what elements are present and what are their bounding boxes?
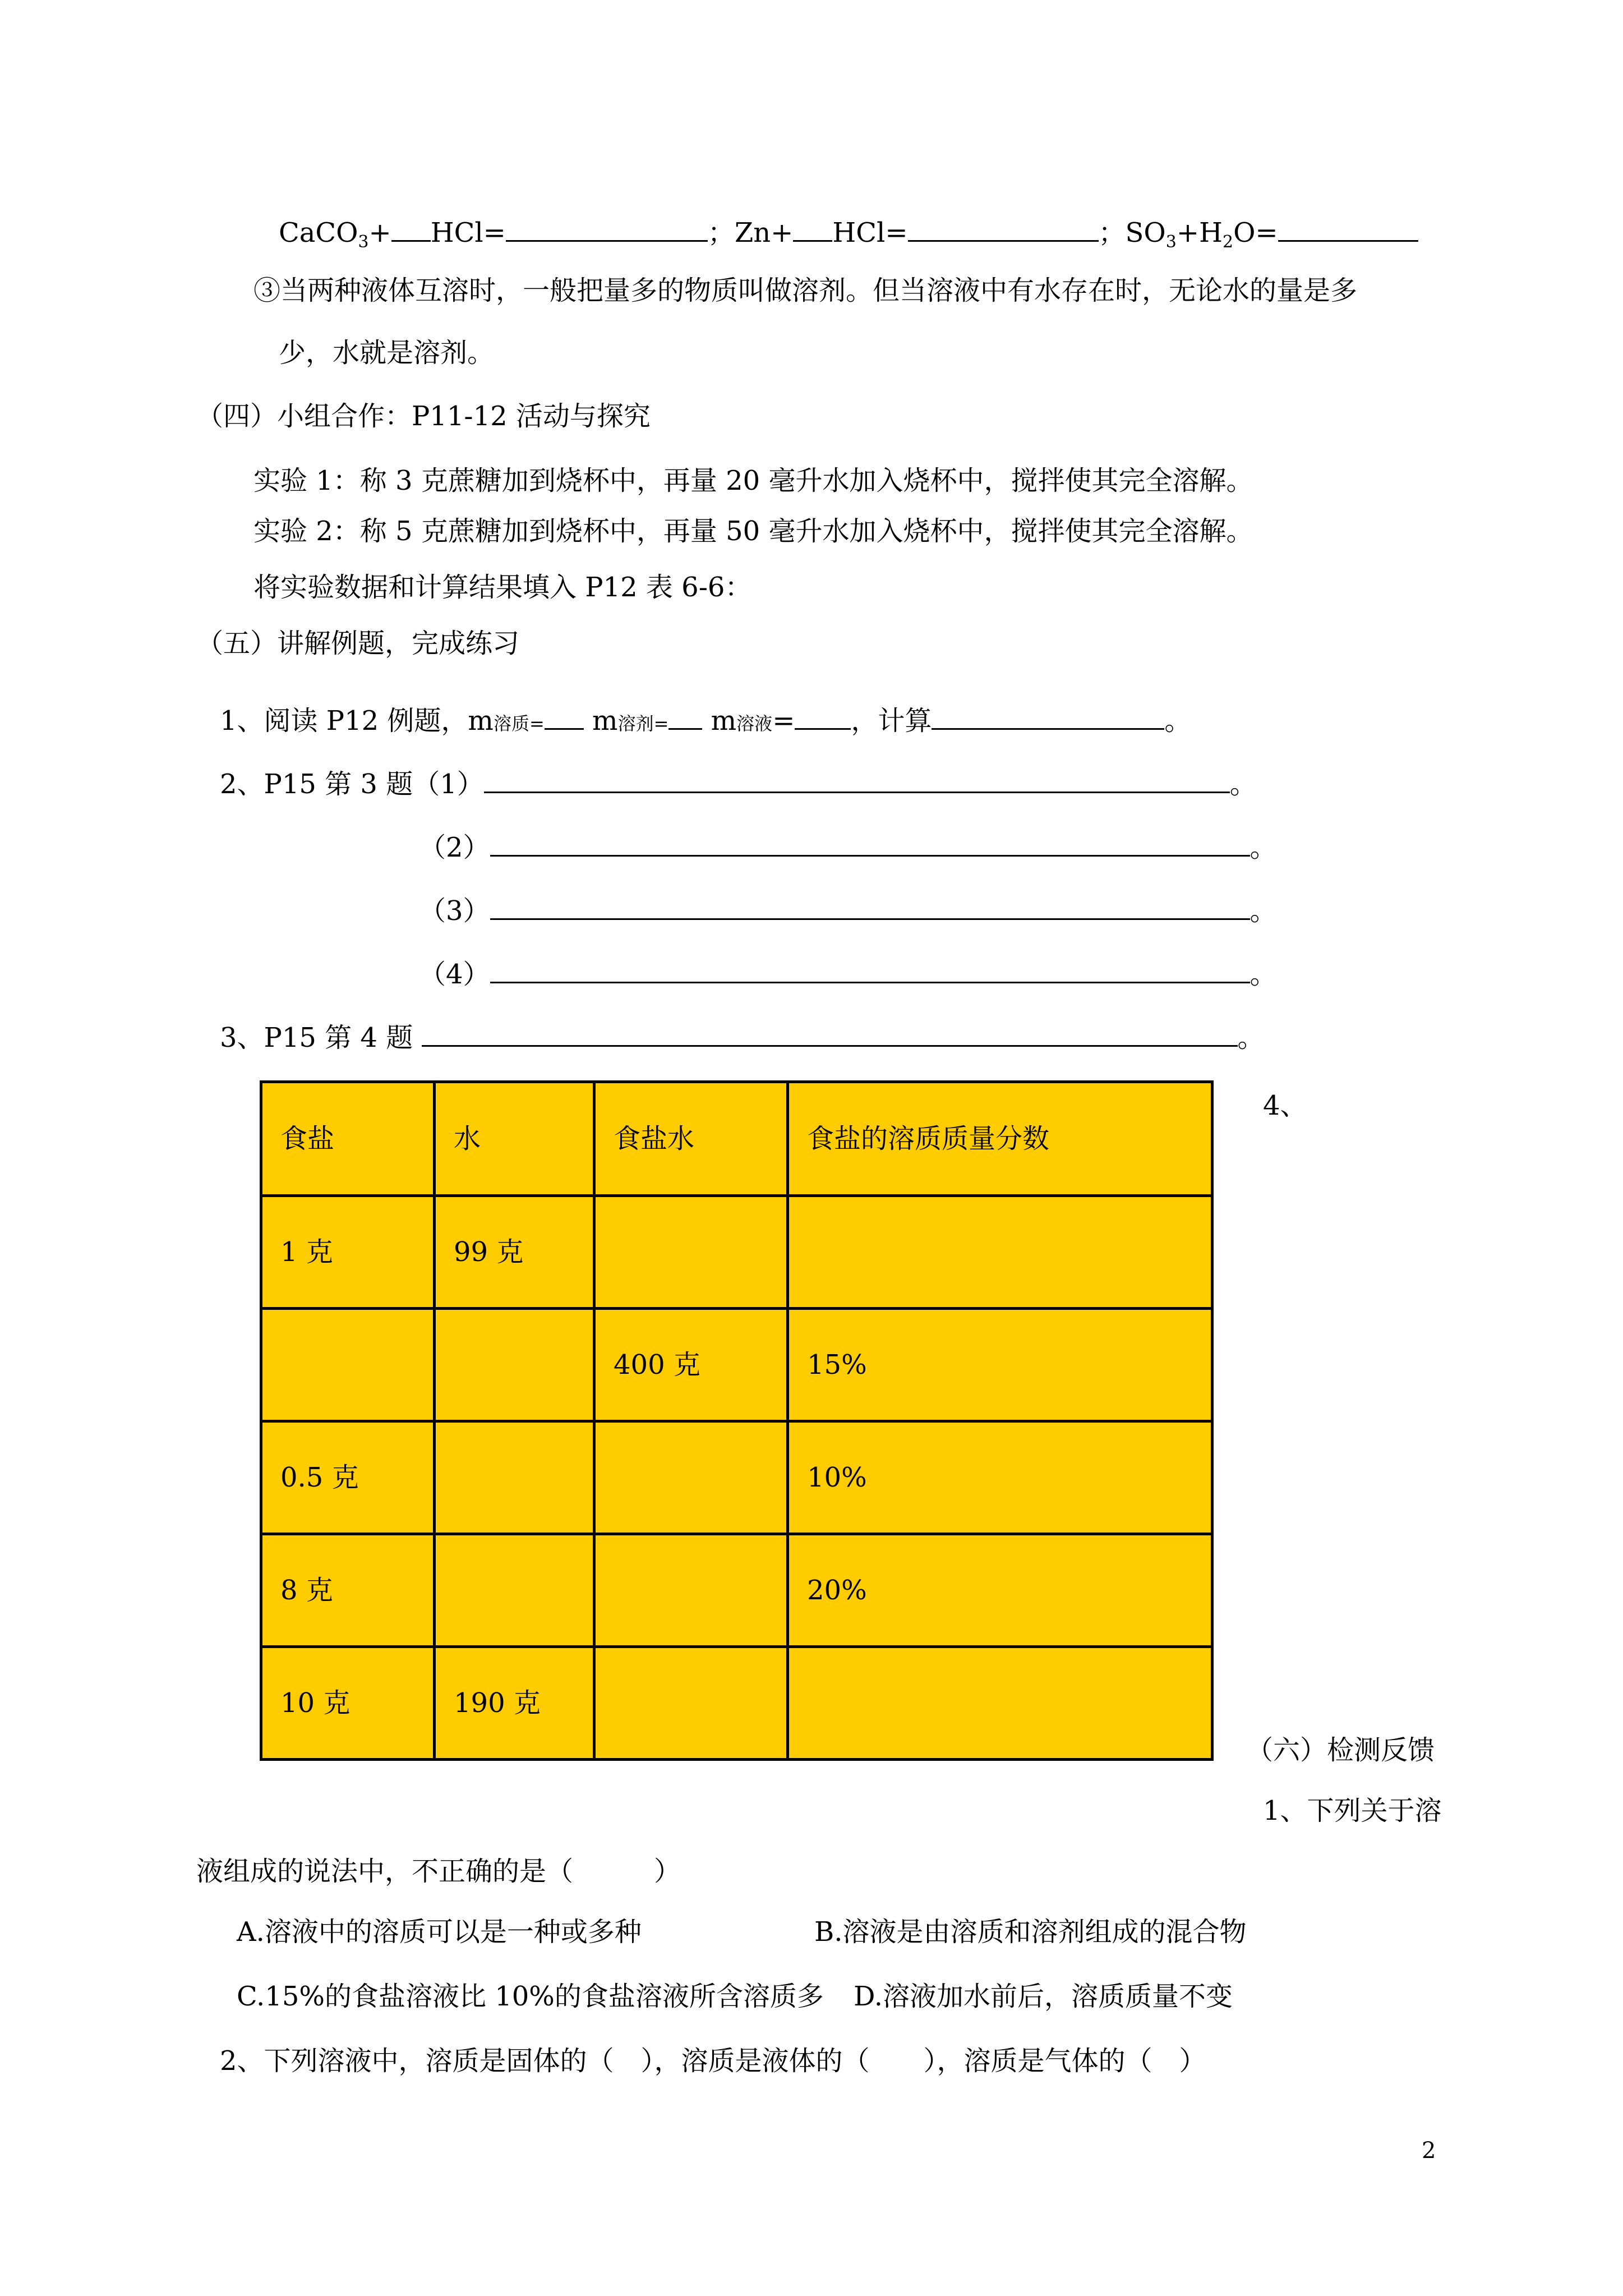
- question-4-label: 4、: [1263, 1090, 1307, 1121]
- q3-end: 。: [1237, 1022, 1265, 1053]
- q1-end: 。: [1164, 705, 1192, 737]
- q1-solute-label: 溶质=: [493, 713, 545, 734]
- feedback-1-part-2: 液组成的说法中，不正确的是（ ）: [196, 1856, 681, 1887]
- table-cell[interactable]: 8 克: [261, 1534, 435, 1647]
- q2-2-label: （2）: [419, 832, 490, 863]
- question-2-4: [419, 956, 1277, 988]
- table-cell[interactable]: 10 克: [261, 1647, 435, 1760]
- q2-end-1: 。: [1229, 769, 1257, 800]
- eq-h2-subscript: 2: [1222, 232, 1234, 252]
- table-row: [261, 1196, 1212, 1309]
- feedback-1-option-a: A.溶液中的溶质可以是一种或多种: [237, 1916, 642, 1948]
- eq-caco3-subscript: 3: [358, 232, 369, 252]
- eq-o: O=: [1233, 217, 1278, 249]
- table-cell[interactable]: [594, 1196, 788, 1309]
- eq-caco3: CaCO: [279, 217, 358, 249]
- blank-product-3[interactable]: [1278, 214, 1418, 242]
- table-row: [261, 1647, 1212, 1760]
- note-3-line-1: ③当两种液体互溶时，一般把量多的物质叫做溶剂。但当溶液中有水存在时，无论水的量是多: [253, 275, 1358, 306]
- table-cell[interactable]: [435, 1309, 594, 1421]
- q2-prefix: 2、P15 第 3 题（1）: [220, 769, 484, 800]
- q1-solution-label: 溶液: [736, 713, 773, 734]
- q3-prefix: 3、P15 第 4 题: [220, 1022, 413, 1053]
- q1-blank-calc[interactable]: [932, 702, 1164, 730]
- blank-product-1[interactable]: [506, 214, 708, 242]
- q2-end-2: 。: [1249, 832, 1277, 863]
- header-water: 水: [435, 1082, 594, 1196]
- q2-blank-3[interactable]: [490, 892, 1250, 920]
- experiment-2: 实验 2：称 5 克蔗糖加到烧杯中，再量 50 毫升水加入烧杯中，搅拌使其完全溶解。: [253, 516, 1253, 547]
- feedback-1-option-c: C.15%的食盐溶液比 10%的食盐溶液所含溶质多: [237, 1981, 824, 2012]
- table-row: [261, 1534, 1212, 1647]
- header-mass-fraction: 食盐的溶质质量分数: [788, 1082, 1212, 1196]
- question-3: [220, 1019, 1265, 1051]
- section-4-title: （四）小组合作：P11-12 活动与探究: [196, 401, 651, 432]
- question-1: [220, 702, 1192, 737]
- header-salt: 食盐: [261, 1082, 435, 1196]
- salt-solution-table: [260, 1080, 1214, 1761]
- q2-end-4: 。: [1249, 959, 1277, 990]
- q1-blank-solution[interactable]: [795, 702, 851, 730]
- table-cell[interactable]: 400 克: [594, 1309, 788, 1421]
- q1-eq: =: [772, 705, 795, 737]
- q1-m3: m: [711, 705, 737, 737]
- table-cell[interactable]: 20%: [788, 1534, 1212, 1647]
- q2-blank-4[interactable]: [490, 956, 1250, 983]
- table-cell[interactable]: [594, 1534, 788, 1647]
- q1-m2: m: [592, 705, 618, 737]
- q2-blank-1[interactable]: [484, 766, 1230, 793]
- table-cell[interactable]: 99 克: [435, 1196, 594, 1309]
- q1-solvent-label: 溶剂=: [617, 713, 669, 734]
- table-row: [261, 1309, 1212, 1421]
- table-cell[interactable]: [594, 1421, 788, 1534]
- table-cell[interactable]: [435, 1421, 594, 1534]
- experiment-1: 实验 1：称 3 克蔗糖加到烧杯中，再量 20 毫升水加入烧杯中，搅拌使其完全溶解。: [253, 465, 1253, 496]
- eq-so3-subscript: 3: [1165, 232, 1177, 252]
- feedback-2: 2、下列溶液中，溶质是固体的（ ），溶质是液体的（ ），溶质是气体的（ ）: [220, 2045, 1206, 2077]
- blank-coef-2[interactable]: [793, 214, 832, 242]
- experiment-fill-instruction: 将实验数据和计算结果填入 P12 表 6-6：: [253, 572, 752, 603]
- feedback-1-option-b: B.溶液是由溶质和溶剂组成的混合物: [814, 1916, 1247, 1948]
- eq-h2: +H: [1176, 217, 1223, 249]
- eq-sep-2: ；SO: [1098, 217, 1166, 249]
- q3-blank[interactable]: [422, 1019, 1238, 1047]
- q1-blank-solute[interactable]: [545, 702, 584, 730]
- table-cell[interactable]: [435, 1534, 594, 1647]
- table-cell[interactable]: 1 克: [261, 1196, 435, 1309]
- blank-coef-1[interactable]: [391, 214, 431, 242]
- table-cell[interactable]: [788, 1647, 1212, 1760]
- table-cell[interactable]: 0.5 克: [261, 1421, 435, 1534]
- note-3-line-2: 少，水就是溶剂。: [279, 337, 495, 369]
- feedback-1-option-d: D.溶液加水前后，溶质质量不变: [854, 1981, 1233, 2012]
- question-2-3: [419, 892, 1277, 927]
- table-row: [261, 1421, 1212, 1534]
- table-header-row: [261, 1082, 1212, 1196]
- header-salt-water: 食盐水: [594, 1082, 788, 1196]
- table-cell[interactable]: [594, 1647, 788, 1760]
- eq-hcl-1: HCl=: [430, 217, 506, 249]
- table-cell[interactable]: 10%: [788, 1421, 1212, 1534]
- table-cell[interactable]: [788, 1196, 1212, 1309]
- eq-hcl-2: HCl=: [832, 217, 908, 249]
- q1-blank-solvent[interactable]: [668, 702, 702, 730]
- q2-blank-2[interactable]: [490, 829, 1250, 857]
- table-cell[interactable]: 190 克: [435, 1647, 594, 1760]
- section-6-title: （六）检测反馈: [1246, 1734, 1435, 1766]
- q2-4-label: （4）: [419, 959, 490, 990]
- q2-3-label: （3）: [419, 895, 490, 927]
- eq-sep-1: ；Zn+: [707, 217, 794, 249]
- q1-prefix: 1、阅读 P12 例题，m: [220, 705, 494, 737]
- table-cell[interactable]: 15%: [788, 1309, 1212, 1421]
- question-2-2: [419, 829, 1277, 861]
- equation-line: [279, 214, 1418, 251]
- section-5-title: （五）讲解例题，完成练习: [196, 628, 520, 659]
- q1-calc: ，计算: [851, 705, 932, 737]
- page-number: 2: [1422, 2138, 1436, 2164]
- eq-plus: +: [368, 217, 391, 249]
- feedback-1-part-1: 1、下列关于溶: [1263, 1795, 1442, 1826]
- q2-end-3: 。: [1249, 895, 1277, 927]
- blank-product-2[interactable]: [908, 214, 1099, 242]
- table-cell[interactable]: [261, 1309, 435, 1421]
- question-2-1: [220, 766, 1257, 798]
